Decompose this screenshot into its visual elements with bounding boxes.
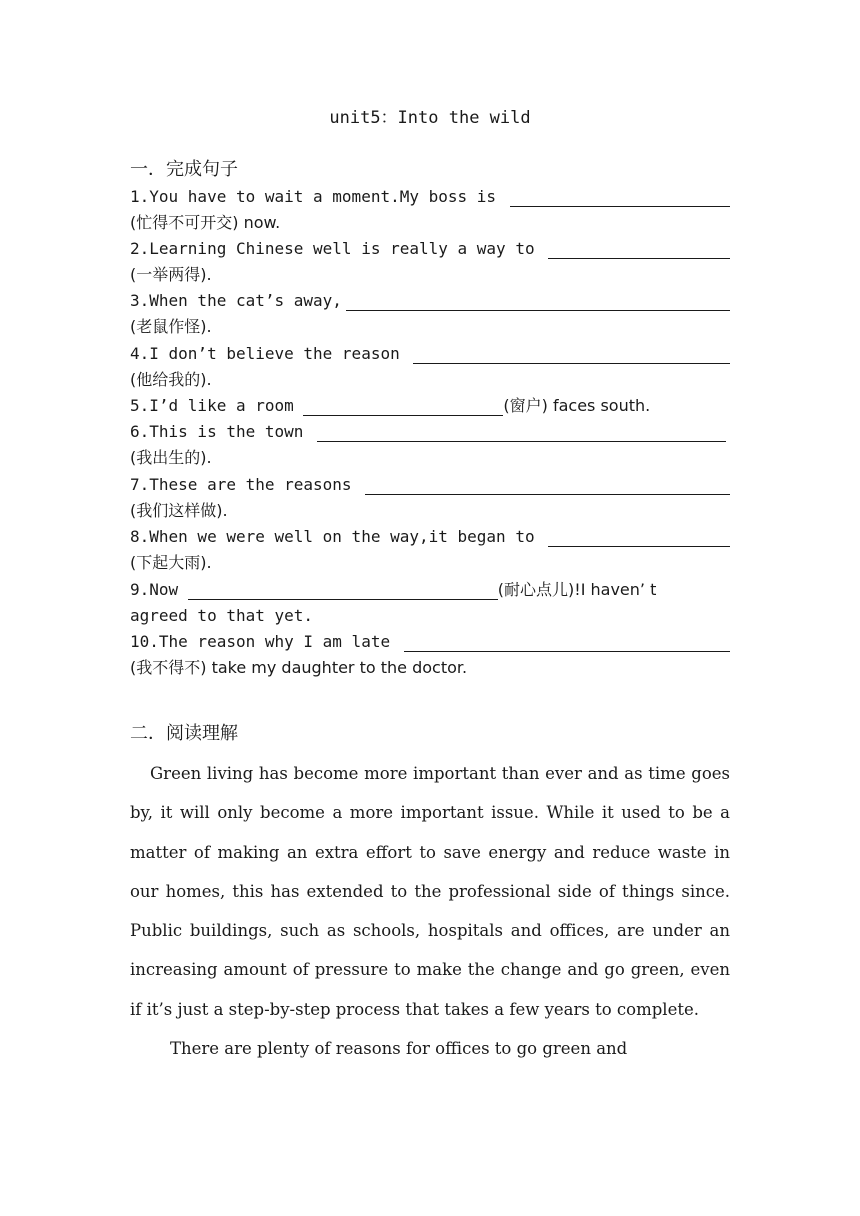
question-hint: (耐心点儿)!I haven’ t xyxy=(497,580,657,599)
question-hint: (我们这样做). xyxy=(130,501,228,520)
question-9 xyxy=(130,577,730,629)
question-1 xyxy=(130,184,730,236)
question-text: 3.When the cat’s away, xyxy=(130,291,342,310)
question-hint: (下起大雨). xyxy=(130,553,212,572)
question-8 xyxy=(130,524,730,576)
answer-blank[interactable] xyxy=(548,528,730,547)
reading-passage xyxy=(130,754,730,1068)
answer-blank[interactable] xyxy=(303,397,503,416)
question-5 xyxy=(130,393,730,419)
question-hint: (一举两得). xyxy=(130,265,212,284)
question-text: 9.Now xyxy=(130,580,188,599)
answer-blank[interactable] xyxy=(413,345,730,364)
answer-blank[interactable] xyxy=(188,581,498,600)
question-10 xyxy=(130,629,730,681)
question-text: 6.This is the town xyxy=(130,422,314,441)
question-text: 2.Learning Chinese well is really a way to xyxy=(130,239,545,258)
section2-heading: 二．阅读理解 xyxy=(130,723,238,744)
question-text: 1.You have to wait a moment.My boss is xyxy=(130,187,506,206)
question-hint: (忙得不可开交) now. xyxy=(130,213,281,232)
answer-blank[interactable] xyxy=(317,423,726,442)
question-text: 5.I’d like a room xyxy=(130,396,304,415)
question-text: 4.I don’t believe the reason xyxy=(130,344,410,363)
section1-heading: 一．完成句子 xyxy=(130,159,238,180)
question-hint: (我出生的). xyxy=(130,448,212,467)
question-text: 7.These are the reasons xyxy=(130,475,362,494)
passage-paragraph-2: There are plenty of reasons for offices to go green and xyxy=(170,1039,628,1059)
answer-blank[interactable] xyxy=(510,188,730,207)
answer-blank[interactable] xyxy=(365,476,730,495)
question-6 xyxy=(130,419,730,471)
answer-blank[interactable] xyxy=(548,240,730,259)
question-hint: (老鼠作怪). xyxy=(130,317,212,336)
question-text-continued: agreed to that yet. xyxy=(130,606,314,625)
passage-paragraph-1: Green living has become more important than ever and as time goes by, it will only become a more important issue. While it used to be a matter of making an extra effort to save energy and reduce waste in our homes, this has extended to the professional side of things since. Public buildings, such as schools, hospitals and offices, are under an increasing amount of pressure to make the change and go green, even if it’s just a step-by-step process that takes a few years to complete. xyxy=(130,764,730,1019)
question-text: 8.When we were well on the way,it began to xyxy=(130,527,545,546)
answer-blank[interactable] xyxy=(346,292,730,311)
question-hint: (我不得不) take my daughter to the doctor. xyxy=(130,658,468,677)
question-hint: (他给我的). xyxy=(130,370,212,389)
question-4 xyxy=(130,341,730,393)
question-hint: (窗户) faces south. xyxy=(503,396,651,415)
answer-blank[interactable] xyxy=(404,633,730,652)
question-7 xyxy=(130,472,730,524)
question-3 xyxy=(130,288,730,340)
document-title: unit5：Into the wild xyxy=(329,108,531,128)
question-2 xyxy=(130,236,730,288)
question-text: 10.The reason why I am late xyxy=(130,632,400,651)
